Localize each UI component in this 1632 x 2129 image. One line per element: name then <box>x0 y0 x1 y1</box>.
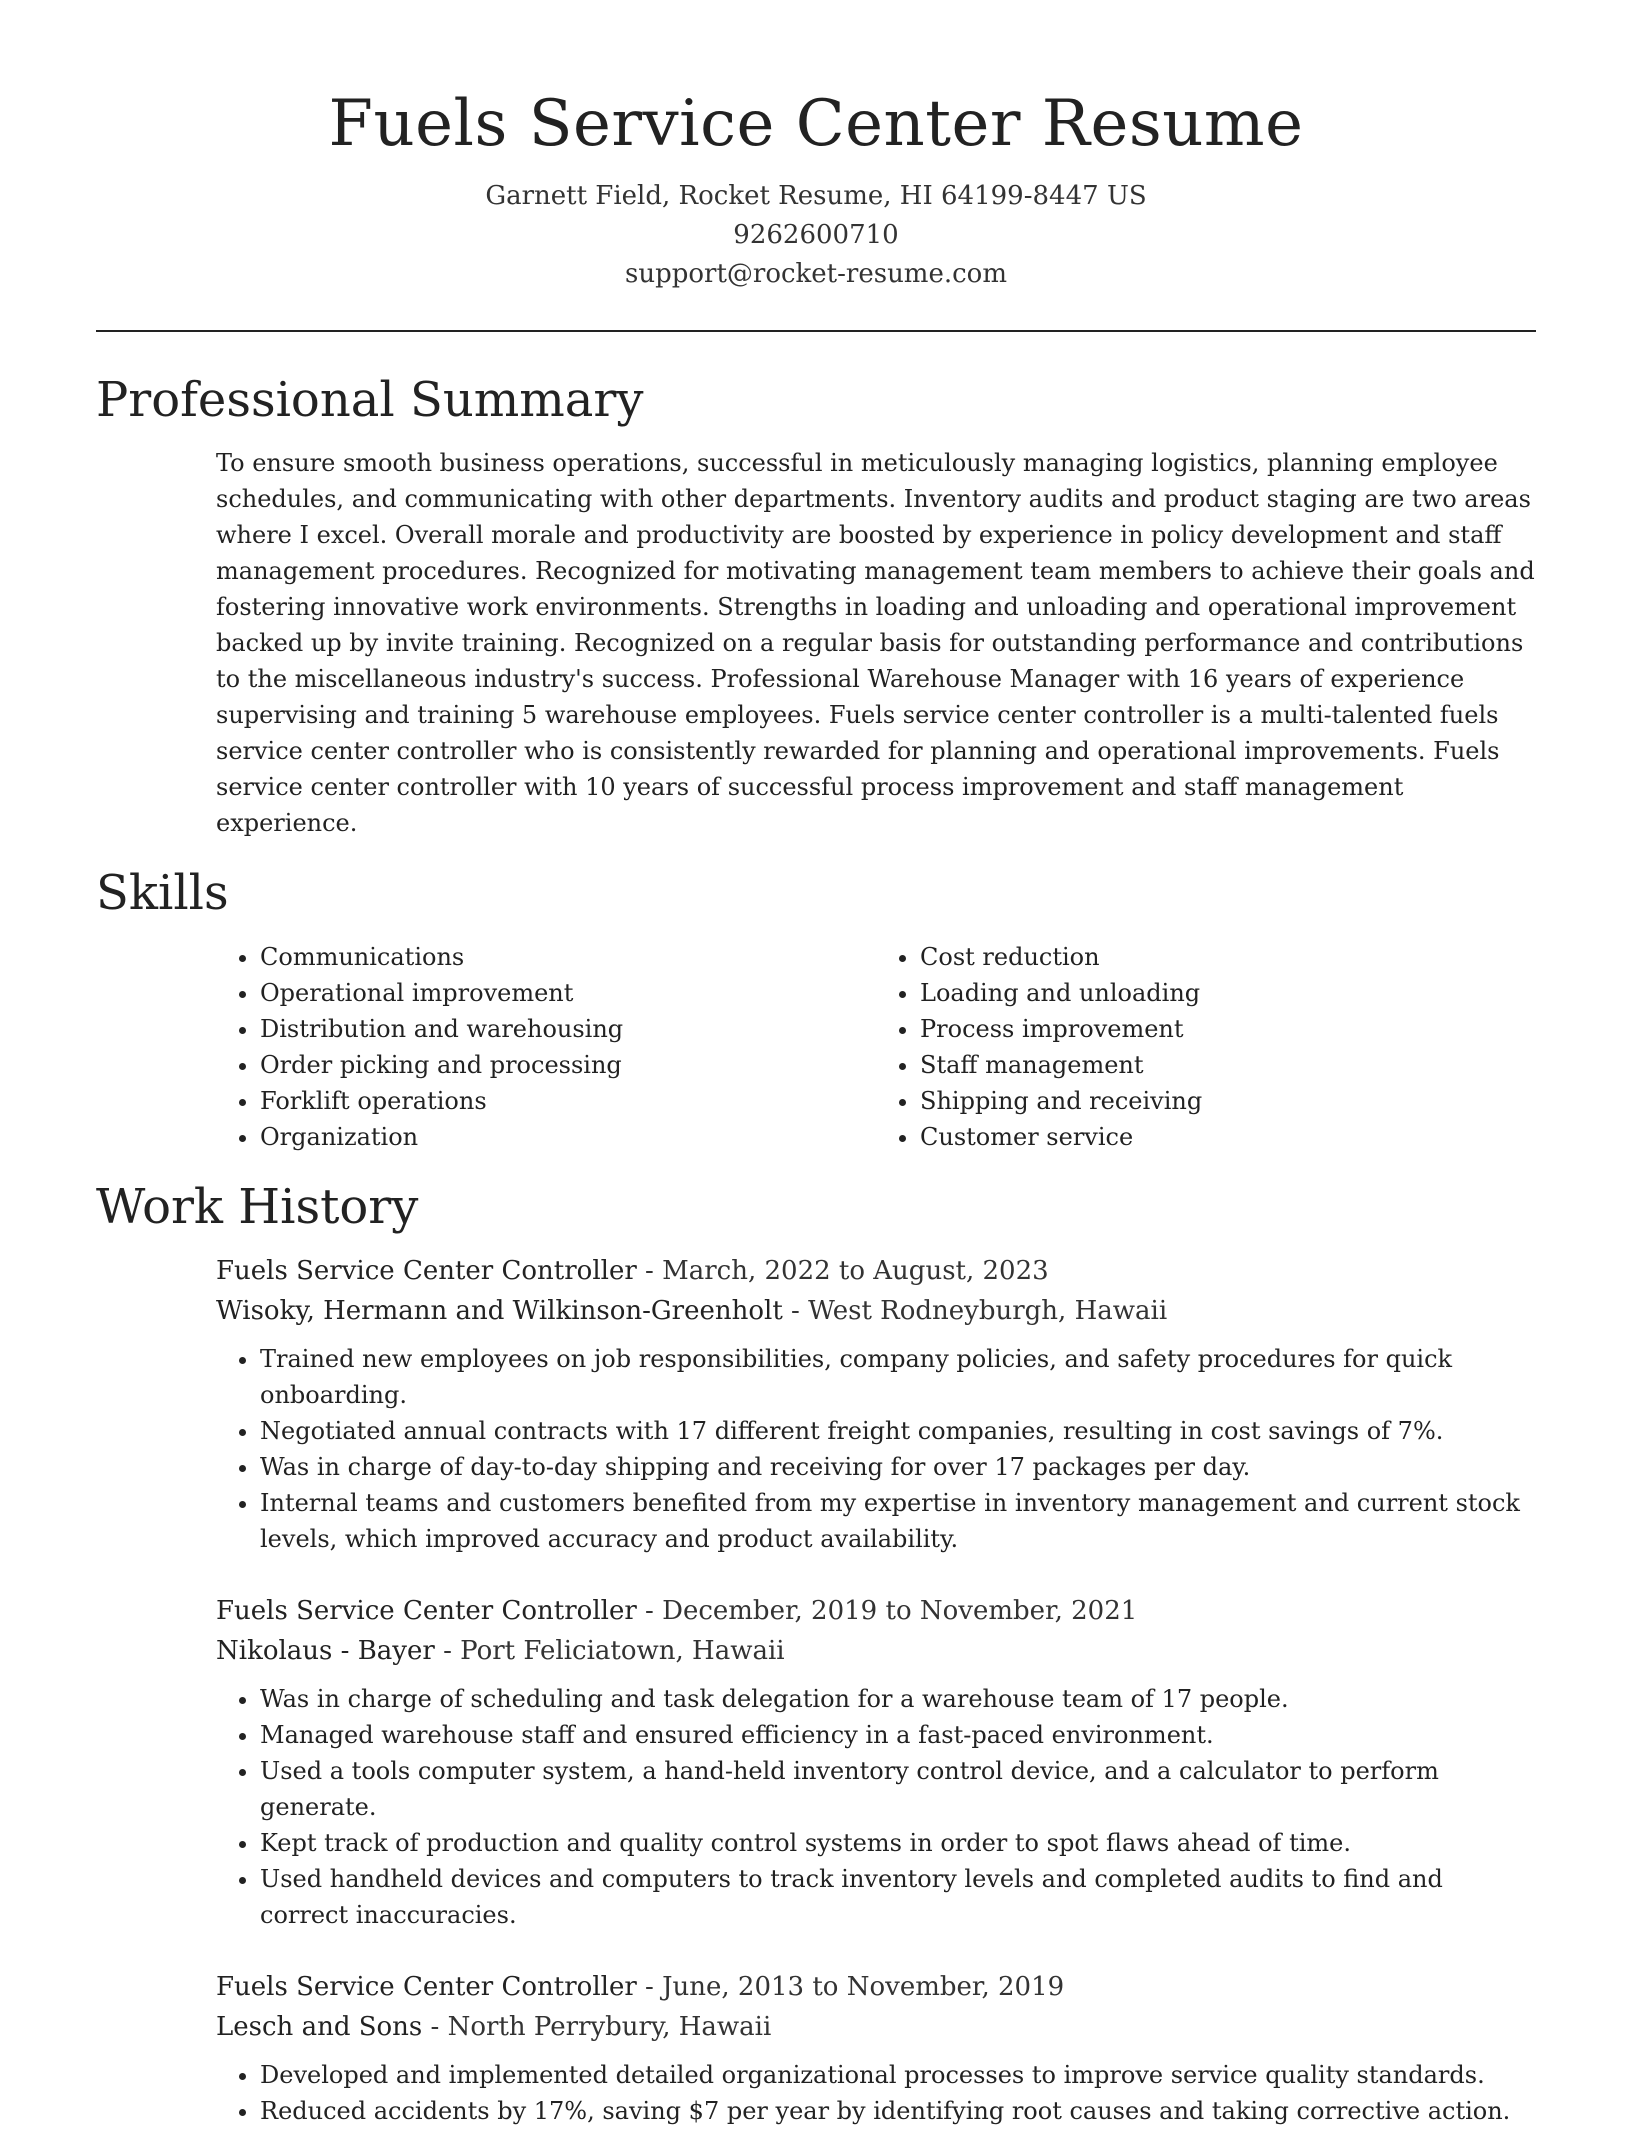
skill-item: • Order picking and processing <box>260 1047 876 1083</box>
summary-text: To ensure smooth business operations, successful in meticulously managing logistics, planning employee schedules, and communicating with other departments. Inventory audits and product staging are two areas where I excel. Overall morale and productivity are boosted by experience in policy development and staff management procedures. Recognized for motivating management team members to achieve their goals and fostering innovative work environments. Strengths in loading and unloading and operational improvement backed up by invite training. Recognized on a regular basis for outstanding performance and contributions to the miscellaneous industry's success. Professional Warehouse Manager with 16 years of experience supervising and training 5 warehouse employees. Fuels service center controller is a multi-talented fuels service center controller who is consistently rewarded for planning and operational improvements. Fuels service center controller with 10 years of successful process improvement and staff management experience. <box>216 449 1535 838</box>
job-title-line <box>216 1967 1536 2007</box>
job-bullets <box>216 2057 1536 2129</box>
job-title-line <box>216 1591 1536 1631</box>
resume-title: Fuels Service Center Resume <box>328 87 1304 161</box>
contact-block <box>96 177 1536 294</box>
job-dates: March, 2022 to August, 2023 <box>662 1255 1049 1286</box>
job-title: Fuels Service Center Controller <box>216 1595 637 1626</box>
skill-item: • Distribution and warehousing <box>260 1011 876 1047</box>
skill-item: • Operational improvement <box>260 975 876 1011</box>
skill-item: • Process improvement <box>920 1011 1536 1047</box>
job-bullet: • Trained new employees on job responsibilities, company policies, and safety procedures for quick onboarding. <box>260 1341 1536 1413</box>
job-company-line <box>216 1631 1536 1671</box>
job-bullet: • Kept track of production and quality control systems in order to spot flaws ahead of time. <box>260 1825 1536 1861</box>
job-title: Fuels Service Center Controller <box>216 1971 637 2002</box>
separator: - <box>645 1971 663 2002</box>
skill-item: • Loading and unloading <box>920 975 1536 1011</box>
separator: - <box>443 1635 461 1666</box>
job-company: Nikolaus - Bayer <box>216 1635 435 1666</box>
header-divider <box>96 330 1536 332</box>
job-location: Port Feliciatown, Hawaii <box>460 1635 785 1666</box>
job-entry <box>216 1967 1536 2129</box>
job-company: Lesch and Sons <box>216 2011 423 2042</box>
skill-item: • Cost reduction <box>920 939 1536 975</box>
separator: - <box>791 1295 809 1326</box>
skill-item: • Organization <box>260 1119 876 1155</box>
job-bullet: • Managed warehouse staff and ensured efficiency in a fast-paced environment. <box>260 1717 1536 1753</box>
contact-address: Garnett Field, Rocket Resume, HI 64199-8447 US <box>485 180 1147 211</box>
skills-list-right <box>876 939 1536 1155</box>
job-bullet: • Was in charge of scheduling and task delegation for a warehouse team of 17 people. <box>260 1681 1536 1717</box>
skill-item: • Customer service <box>920 1119 1536 1155</box>
job-title-line <box>216 1251 1536 1291</box>
skill-item: • Forklift operations <box>260 1083 876 1119</box>
job-dates: December, 2019 to November, 2021 <box>662 1595 1138 1626</box>
section-title-summary: Professional Summary <box>96 371 644 428</box>
job-bullet: • Reduced accidents by 17%, saving $7 per year by identifying root causes and taking corrective action. <box>260 2093 1536 2129</box>
separator: - <box>645 1255 663 1286</box>
separator: - <box>645 1595 663 1626</box>
job-dates: June, 2013 to November, 2019 <box>662 1971 1065 2002</box>
skill-item: • Communications <box>260 939 876 975</box>
contact-email: support@rocket-resume.com <box>624 258 1007 289</box>
job-entry <box>216 1251 1536 1557</box>
job-bullet: • Was in charge of day-to-day shipping and receiving for over 17 packages per day. <box>260 1449 1536 1485</box>
job-location: West Rodneyburgh, Hawaii <box>808 1295 1168 1326</box>
job-bullets <box>216 1341 1536 1557</box>
job-bullet: • Used a tools computer system, a hand-held inventory control device, and a calculator to perform generate. <box>260 1753 1536 1825</box>
job-bullet: • Internal teams and customers benefited from my expertise in inventory management and current stock levels, which improved accuracy and product availability. <box>260 1485 1536 1557</box>
job-bullets <box>216 1681 1536 1933</box>
job-bullet: • Used handheld devices and computers to track inventory levels and completed audits to find and correct inaccuracies. <box>260 1861 1536 1933</box>
resume-page <box>96 0 1536 2129</box>
skills-columns <box>216 939 1536 1155</box>
section-title-work-history: Work History <box>96 1178 419 1235</box>
job-entry <box>216 1591 1536 1933</box>
job-bullet: • Negotiated annual contracts with 17 different freight companies, resulting in cost savings of 7%. <box>260 1413 1536 1449</box>
job-company-line <box>216 2007 1536 2047</box>
contact-phone: 9262600710 <box>733 219 899 250</box>
job-bullet: • Developed and implemented detailed organizational processes to improve service quality standards. <box>260 2057 1536 2093</box>
skill-item: • Staff management <box>920 1047 1536 1083</box>
skill-item: • Shipping and receiving <box>920 1083 1536 1119</box>
job-location: North Perrybury, Hawaii <box>447 2011 772 2042</box>
separator: - <box>430 2011 448 2042</box>
skills-list-left <box>216 939 876 1155</box>
section-title-skills: Skills <box>96 865 229 922</box>
job-company: Wisoky, Hermann and Wilkinson-Greenholt <box>216 1295 783 1326</box>
job-company-line <box>216 1291 1536 1331</box>
job-title: Fuels Service Center Controller <box>216 1255 637 1286</box>
